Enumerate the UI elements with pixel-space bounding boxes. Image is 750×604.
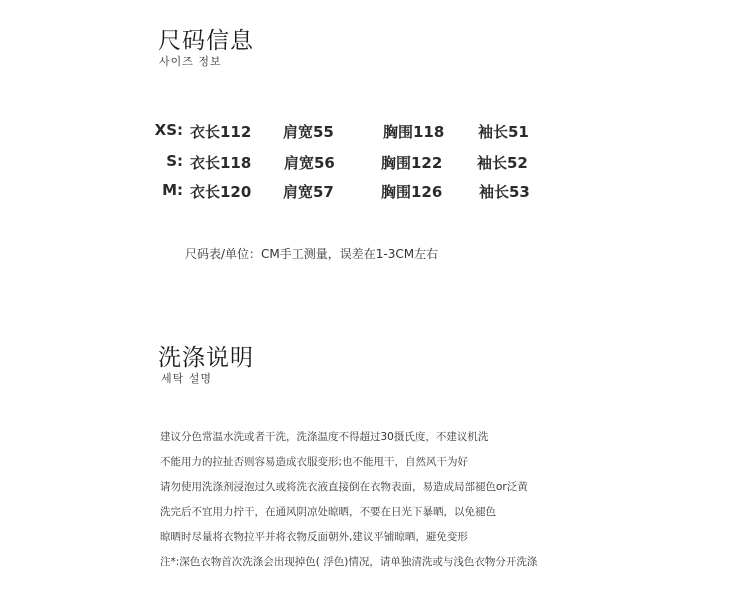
chest-value: 胸围118 — [383, 123, 445, 141]
size-label: XS: — [154, 121, 183, 139]
wash-line: 不能用力的拉扯否则容易造成衣服变形;也不能甩干，自然风干为好 — [160, 456, 469, 468]
wash-line: 洗完后不宜用力拧干，在通风阴凉处晾晒，不要在日光下暴晒，以免褪色 — [160, 506, 496, 518]
wash-line: 晾晒时尽量将衣物拉平并将衣物反面朝外,建议平铺晾晒，避免变形 — [160, 531, 468, 543]
shoulder-value: 肩宽55 — [283, 123, 334, 141]
size-section-title: 尺码信息 — [158, 28, 254, 54]
wash-line: 注*:深色衣物首次洗涤会出现掉色( 浮色)情况，请单独清洗或与浅色衣物分开洗涤 — [160, 556, 538, 568]
size-note: 尺码表/单位：CM手工测量，误差在1-3CM左右 — [185, 247, 439, 261]
wash-section-title: 洗涤说明 — [158, 345, 254, 371]
size-label: S: — [166, 152, 183, 170]
length-value: 衣长112 — [190, 123, 252, 141]
chest-value: 胸围126 — [381, 183, 443, 201]
sleeve-value: 袖长52 — [477, 154, 528, 172]
wash-line: 建议分色常温水洗或者干洗，洗涤温度不得超过30摄氏度，不建议机洗 — [160, 431, 489, 443]
size-section-subtitle: 사이즈 정보 — [159, 55, 222, 68]
wash-line: 请勿使用洗涤剂浸泡过久或将洗衣液直接倒在衣物表面，易造成局部褪色or泛黄 — [160, 481, 528, 493]
shoulder-value: 肩宽57 — [283, 183, 334, 201]
sleeve-value: 袖长53 — [479, 183, 530, 201]
sleeve-value: 袖长51 — [478, 123, 529, 141]
shoulder-value: 肩宽56 — [284, 154, 335, 172]
length-value: 衣长120 — [190, 183, 252, 201]
wash-section-subtitle: 세탁 설명 — [161, 372, 213, 385]
chest-value: 胸围122 — [381, 154, 443, 172]
length-value: 衣长118 — [190, 154, 252, 172]
size-label: M: — [162, 181, 183, 199]
